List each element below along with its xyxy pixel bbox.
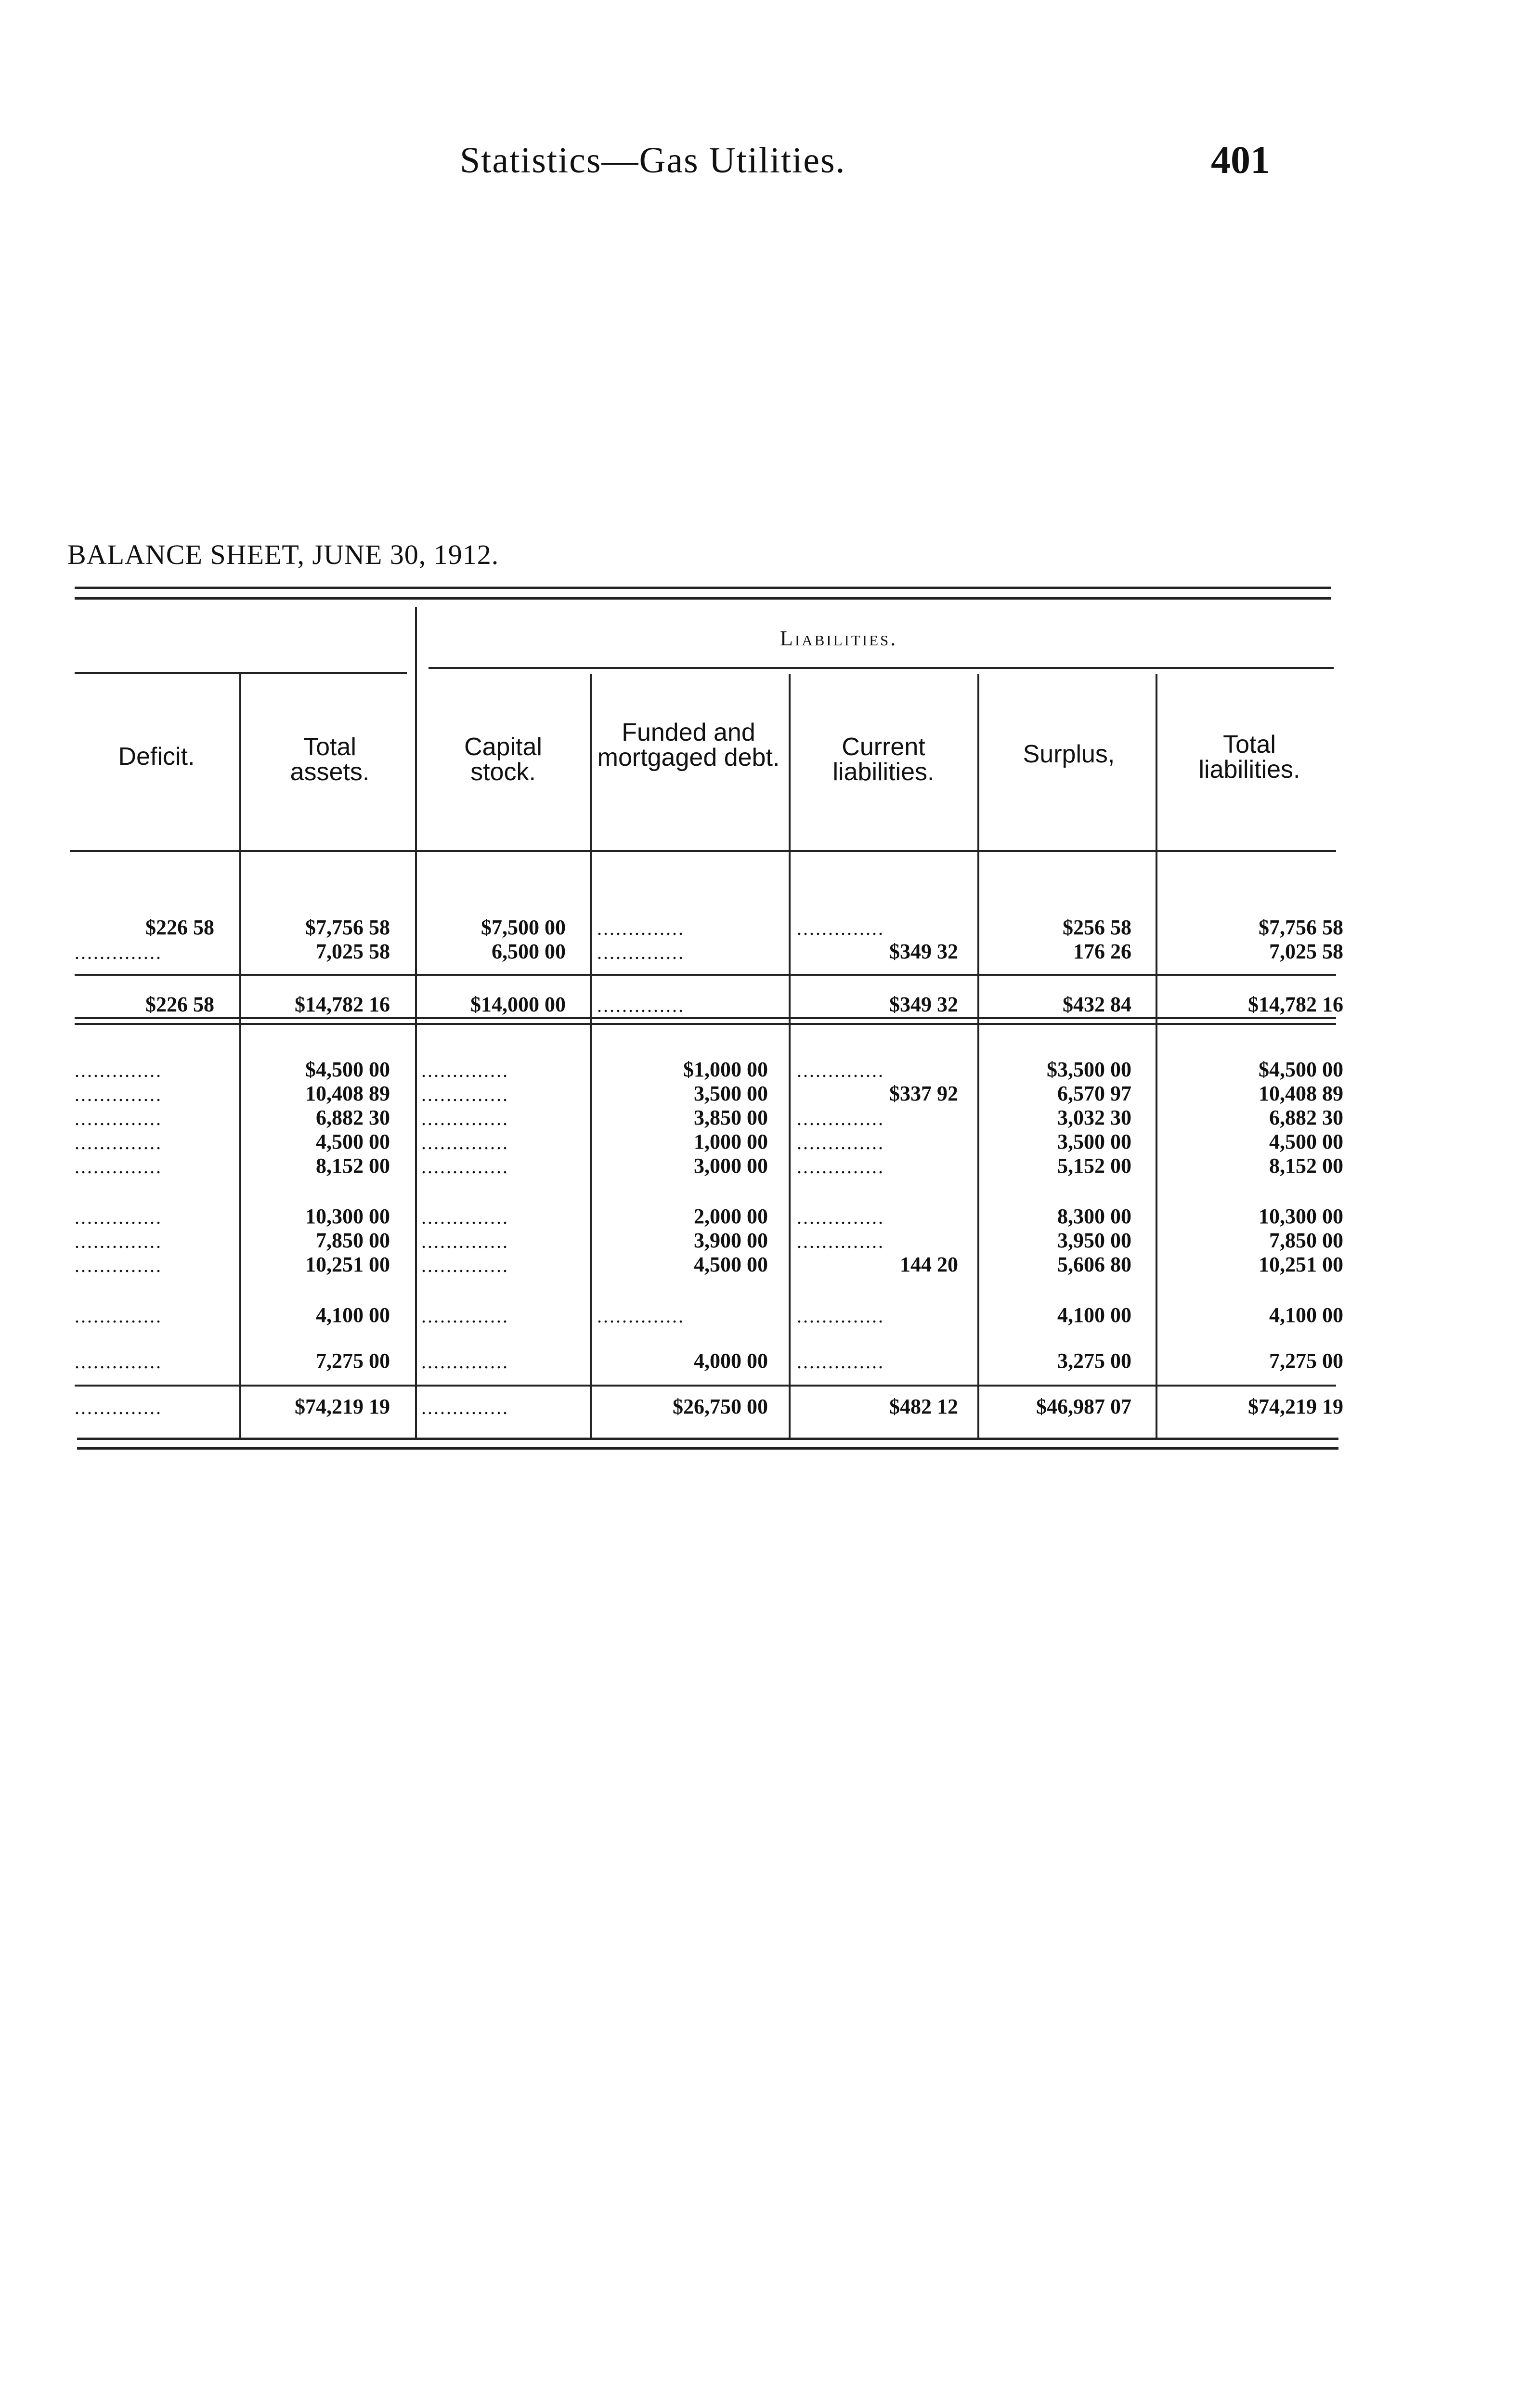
table-cell: 4,100 00: [1269, 1303, 1343, 1327]
table-cell: 10,300 00: [305, 1204, 390, 1228]
col-head-total-liabilities: Total liabilities.: [1198, 731, 1300, 784]
table-cell: 7,025 58: [316, 940, 390, 963]
leader-dots: ..............: [797, 917, 884, 939]
table-cell: 3,850 00: [694, 1106, 768, 1129]
leader-dots: ..............: [597, 917, 685, 939]
table-cell: 144 20: [900, 1253, 958, 1276]
liabilities-label: Liabilities.: [780, 627, 898, 650]
leader-dots: ..............: [797, 1132, 884, 1153]
table-cell: $4,500 00: [1259, 1058, 1343, 1081]
table-cell: $349 32: [889, 940, 958, 963]
leader-dots: ..............: [421, 1060, 509, 1081]
table-cell: $432 84: [1063, 993, 1131, 1016]
leader-dots: ..............: [75, 1132, 162, 1153]
table-cell: $74,219 19: [1248, 1395, 1343, 1418]
table-cell: 2,000 00: [694, 1204, 768, 1228]
subtotal-rule-3: [75, 1023, 1336, 1025]
leader-dots: ..............: [797, 1230, 884, 1252]
table-cell: $14,782 16: [295, 993, 390, 1016]
table-cell: 10,408 89: [1259, 1082, 1343, 1105]
table-cell: $226 58: [145, 993, 214, 1016]
leader-dots: ..............: [597, 942, 685, 963]
header-rule-right: [429, 667, 1334, 669]
top-rule-2: [75, 597, 1331, 600]
col-rule-6: [1156, 674, 1157, 1440]
leader-dots: ..............: [597, 995, 685, 1016]
table-cell: 3,950 00: [1057, 1229, 1131, 1252]
table-cell: 4,500 00: [316, 1130, 390, 1153]
table-cell: $482 12: [889, 1395, 958, 1418]
table-cell: 4,100 00: [316, 1303, 390, 1327]
col-rule-5: [977, 674, 979, 1440]
table-cell: 4,500 00: [1269, 1130, 1343, 1153]
table-cell: $1,000 00: [683, 1058, 768, 1081]
table-cell: 4,100 00: [1057, 1303, 1131, 1327]
col-head-funded-debt: Funded and mortgaged debt.: [597, 719, 780, 772]
table-title: BALANCE SHEET, JUNE 30, 1912.: [67, 539, 499, 570]
subtotal-rule-2: [75, 1017, 1336, 1019]
leader-dots: ..............: [421, 1351, 509, 1373]
col-head-current-liabilities: Current liabilities.: [832, 733, 935, 786]
table-cell: $3,500 00: [1047, 1058, 1131, 1081]
table-cell: 4,000 00: [694, 1349, 768, 1373]
table-cell: $14,000 00: [470, 993, 566, 1016]
table-cell: 6,882 30: [316, 1106, 390, 1129]
table-cell: $26,750 00: [673, 1395, 768, 1418]
table-cell: $349 32: [889, 993, 958, 1016]
table-cell: 8,300 00: [1057, 1204, 1131, 1228]
table-cell: 3,032 30: [1057, 1106, 1131, 1129]
leader-dots: ..............: [75, 942, 162, 963]
col-head-total-assets: Total assets.: [290, 733, 370, 786]
page-number: 401: [1211, 138, 1270, 182]
table-cell: 3,000 00: [694, 1154, 768, 1178]
leader-dots: ..............: [421, 1397, 509, 1418]
leader-dots: ..............: [421, 1108, 509, 1129]
table-cell: 8,152 00: [316, 1154, 390, 1178]
leader-dots: ..............: [797, 1305, 884, 1327]
col-head-deficit: Deficit.: [118, 743, 195, 771]
table-cell: 10,251 00: [305, 1253, 390, 1276]
subtotal-rule-1: [75, 974, 1336, 976]
col-rule-4: [789, 674, 791, 1440]
leader-dots: ..............: [421, 1305, 509, 1327]
leader-dots: ..............: [75, 1351, 162, 1373]
leader-dots: ..............: [75, 1206, 162, 1228]
table-cell: 176 26: [1073, 940, 1131, 963]
total-rule-1: [75, 1385, 1336, 1387]
table-cell: $256 58: [1063, 916, 1131, 939]
leader-dots: ..............: [75, 1108, 162, 1129]
leader-dots: ..............: [797, 1206, 884, 1228]
leader-dots: ..............: [421, 1132, 509, 1153]
table-cell: 10,300 00: [1259, 1204, 1343, 1228]
table-cell: 7,275 00: [316, 1349, 390, 1373]
leader-dots: ..............: [75, 1255, 162, 1276]
table-cell: 8,152 00: [1269, 1154, 1343, 1178]
top-rule-1: [75, 587, 1331, 589]
table-cell: $7,500 00: [481, 916, 566, 939]
leader-dots: ..............: [75, 1305, 162, 1327]
table-cell: 7,275 00: [1269, 1349, 1343, 1373]
table-cell: 7,850 00: [316, 1229, 390, 1252]
leader-dots: ..............: [421, 1255, 509, 1276]
leader-dots: ..............: [75, 1084, 162, 1105]
table-cell: 10,251 00: [1259, 1253, 1343, 1276]
table-cell: 7,850 00: [1269, 1229, 1343, 1252]
table-cell: $337 92: [889, 1082, 958, 1105]
header-bottom-rule: [70, 850, 1336, 852]
leader-dots: ..............: [75, 1060, 162, 1081]
table-cell: 4,500 00: [694, 1253, 768, 1276]
col-head-capital-stock: Capital stock.: [464, 733, 542, 786]
table-cell: $4,500 00: [305, 1058, 390, 1081]
table-cell: 7,025 58: [1269, 940, 1343, 963]
leader-dots: ..............: [75, 1156, 162, 1178]
table-cell: 3,275 00: [1057, 1349, 1131, 1373]
leader-dots: ..............: [421, 1230, 509, 1252]
table-cell: 6,500 00: [492, 940, 566, 963]
leader-dots: ..............: [597, 1305, 685, 1327]
leader-dots: ..............: [797, 1351, 884, 1373]
leader-dots: ..............: [421, 1156, 509, 1178]
leader-dots: ..............: [75, 1397, 162, 1418]
col-rule-3: [590, 674, 592, 1440]
table-cell: 3,900 00: [694, 1229, 768, 1252]
table-cell: 6,570 97: [1057, 1082, 1131, 1105]
col-rule-1: [239, 674, 241, 1440]
col-head-surplus: Surplus,: [1023, 740, 1115, 768]
table-cell: 1,000 00: [694, 1130, 768, 1153]
leader-dots: ..............: [797, 1156, 884, 1178]
bottom-rule-1: [77, 1438, 1338, 1440]
table-cell: $74,219 19: [295, 1395, 390, 1418]
leader-dots: ..............: [75, 1230, 162, 1252]
table-cell: 5,152 00: [1057, 1154, 1131, 1178]
table-cell: 3,500 00: [694, 1082, 768, 1105]
table-cell: $14,782 16: [1248, 993, 1343, 1016]
leader-dots: ..............: [421, 1206, 509, 1228]
table-cell: 6,882 30: [1269, 1106, 1343, 1129]
leader-dots: ..............: [797, 1108, 884, 1129]
table-cell: $7,756 58: [305, 916, 390, 939]
leader-dots: ..............: [421, 1084, 509, 1105]
table-cell: $226 58: [145, 916, 214, 939]
header-rule-left: [75, 672, 407, 674]
table-cell: $46,987 07: [1036, 1395, 1131, 1418]
table-cell: 5,606 80: [1057, 1253, 1131, 1276]
leader-dots: ..............: [797, 1060, 884, 1081]
table-cell: $7,756 58: [1259, 916, 1343, 939]
bottom-rule-2: [77, 1447, 1338, 1450]
running-head: Statistics—Gas Utilities.: [460, 140, 846, 181]
table-cell: 3,500 00: [1057, 1130, 1131, 1153]
table-cell: 10,408 89: [305, 1082, 390, 1105]
